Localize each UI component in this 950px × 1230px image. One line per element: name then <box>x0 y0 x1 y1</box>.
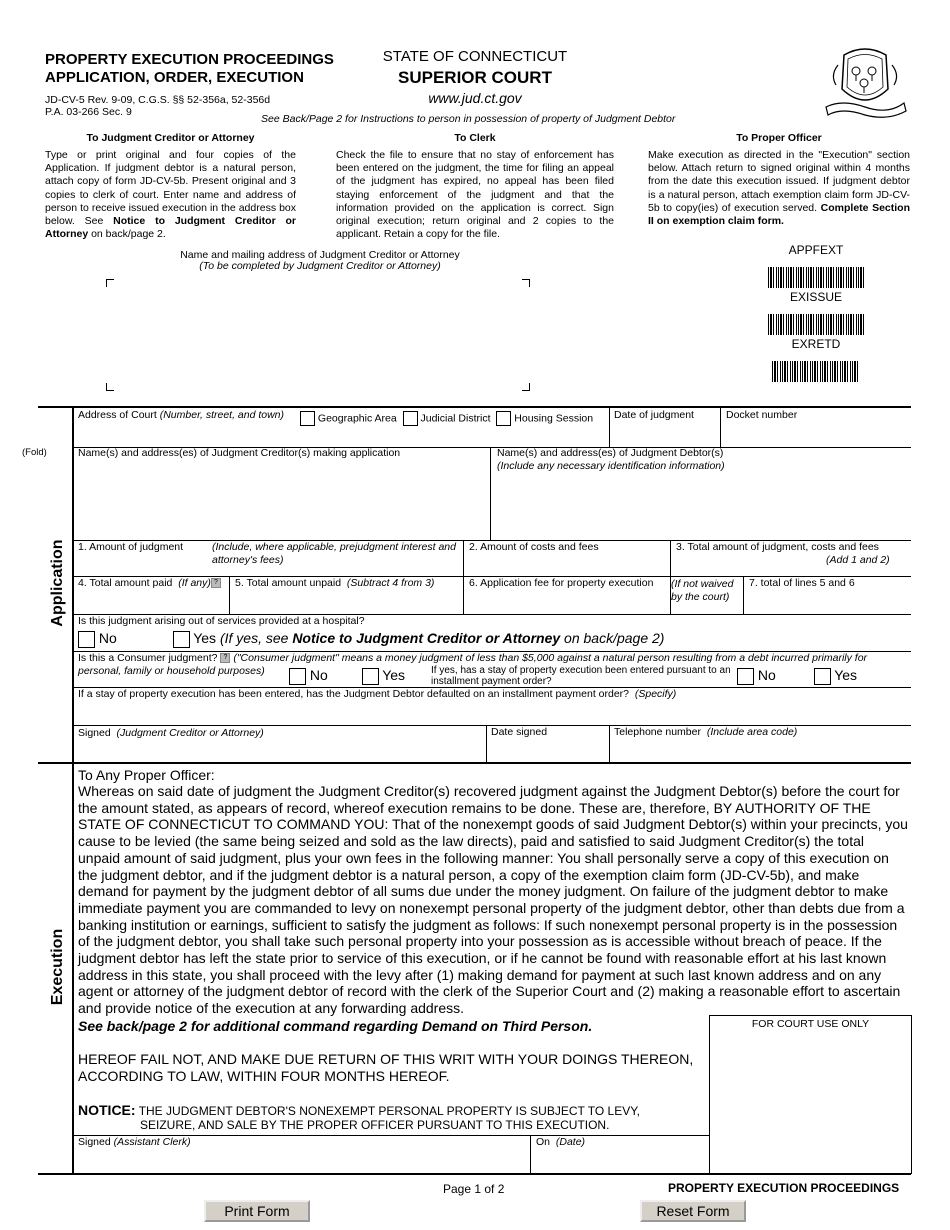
geographic-area-checkbox[interactable] <box>300 411 315 426</box>
creditor-address-input[interactable] <box>106 279 530 391</box>
total-amount-label: 3. Total amount of judgment, costs and fees <box>676 541 879 553</box>
barcode-label-appfext: APPFEXT <box>788 243 844 257</box>
court-address-label: Address of Court (Number, street, and town) <box>78 409 285 421</box>
debtors-hint: (Include any necessary identification information) <box>497 460 725 472</box>
see-back-note: See Back/Page 2 for Instructions to person in possession of property of Judgment Debtor <box>261 113 676 125</box>
date-of-judgment-label: Date of judgment <box>614 409 694 421</box>
stay-options <box>737 667 857 685</box>
help-icon[interactable]: ? <box>220 653 230 663</box>
clerk-instructions-title: To Clerk <box>454 132 496 144</box>
creditor-instructions-title: To Judgment Creditor or Attorney <box>86 132 255 144</box>
stay-no-label: No <box>757 667 776 683</box>
amount-judgment-label: 1. Amount of judgment <box>78 541 184 553</box>
creditor-instructions-text: Type or print original and four copies of the Application. If judgment debtor is a natural person, attach copy of form JD-CV-5b. Present original and 3 copies to clerk of court. Enter name and address of person to receive issued execution in the address box below. See Notice to Judgment Creditor or Attorney on back/page 2. <box>45 149 296 241</box>
barcode-image <box>768 267 864 288</box>
amount-unpaid-label: 5. Total amount unpaid (Subtract 4 from 3) <box>235 577 435 589</box>
housing-session-checkbox[interactable] <box>496 411 511 426</box>
fold-mark: (Fold) <box>22 447 47 458</box>
state-seal-logo <box>822 45 908 121</box>
judicial-district-checkbox[interactable] <box>403 411 418 426</box>
state-name: STATE OF CONNECTICUT <box>382 48 568 65</box>
court-type-options <box>300 411 593 426</box>
creditor-signature-label: Signed (Judgment Creditor or Attorney) <box>78 727 264 739</box>
footer-title: PROPERTY EXECUTION PROCEEDINGS <box>668 1181 900 1195</box>
consumer-no-label: No <box>309 667 328 683</box>
page-number: Page 1 of 2 <box>443 1182 505 1196</box>
date-signed-label: Date signed <box>491 726 548 738</box>
consumer-yes-label: Yes <box>382 667 406 683</box>
telephone-label: Telephone number (Include area code) <box>614 726 798 738</box>
hospital-options: No Yes (If yes, see Notice to Judgment Creditor or Attorney on back/page 2) <box>78 630 664 648</box>
consumer-yes-checkbox[interactable] <box>362 668 379 685</box>
stay-no-checkbox[interactable] <box>737 668 754 685</box>
total-amount-hint: (Add 1 and 2) <box>826 554 890 566</box>
consumer-question: Is this a Consumer judgment? ? ("Consumer judgment" means a money judgment of less than $5,000 against a natural person resulting from a debt incurred primarily for personal, family or household purposes) <box>78 652 868 677</box>
total-lines-label: 7. total of lines 5 and 6 <box>749 577 855 589</box>
court-use-label: FOR COURT USE ONLY <box>751 1018 870 1030</box>
form-title-line2: APPLICATION, ORDER, EXECUTION <box>45 69 304 86</box>
officer-instructions-text: Make execution as directed in the "Execution" section below. Attach return to signed original within 4 months from the date this execution issued. If judgment debtor is a natural person, attach exemption claim form JD-CV-5b to copy(ies) of execution served. Complete Section II on exemption claim form. <box>648 149 911 228</box>
barcode-image <box>772 361 860 382</box>
barcode-image <box>768 314 864 335</box>
default-question: If a stay of property execution has been entered, has the Judgment Debtor defaulted on an installment payment order? (Specify) <box>78 688 677 700</box>
docket-number-label: Docket number <box>726 409 798 421</box>
stay-yes-label: Yes <box>834 667 858 683</box>
address-box-sublabel: (To be completed by Judgment Creditor or Attorney) <box>199 260 441 272</box>
reset-form-button[interactable]: Reset Form <box>640 1200 746 1222</box>
hospital-no-checkbox[interactable] <box>78 631 95 648</box>
hospital-yes-checkbox[interactable] <box>173 631 190 648</box>
execution-section-label: Execution <box>49 928 66 1006</box>
hospital-yes-label: Yes <box>193 630 217 646</box>
print-form-button[interactable]: Print Form <box>204 1200 310 1222</box>
amount-paid-label: 4. Total amount paid (If any) ? <box>78 577 221 589</box>
judicial-district-label: Judicial District <box>420 412 491 425</box>
address-box-label: Name and mailing address of Judgment Creditor or Attorney <box>180 249 460 261</box>
execution-notice-line2: SEIZURE, AND SALE BY THE PROPER OFFICER PURSUANT TO THIS EXECUTION. <box>140 1118 610 1132</box>
execution-hereof: HEREOF FAIL NOT, AND MAKE DUE RETURN OF THIS WRIT WITH YOUR DOINGS THEREON, ACCORDING TO LAW, WITHIN FOUR MONTHS HEREOF. <box>78 1051 694 1084</box>
hospital-no-label: No <box>98 630 117 646</box>
consumer-no-checkbox[interactable] <box>289 668 306 685</box>
barcode-label-exissue: EXISSUE <box>789 290 843 304</box>
amount-judgment-hint: (Include, where applicable, prejudgment interest and attorney's fees) <box>212 541 456 566</box>
debtors-label: Name(s) and address(es) of Judgment Debtor(s) <box>497 447 724 459</box>
form-code: JD-CV-5 Rev. 9-09, C.G.S. §§ 52-356a, 52-356d <box>45 94 271 106</box>
stay-yes-checkbox[interactable] <box>814 668 831 685</box>
hospital-question: Is this judgment arising out of services provided at a hospital? <box>78 615 365 627</box>
creditors-label: Name(s) and address(es) of Judgment Creditor(s) making application <box>78 447 401 459</box>
clerk-signature-label: Signed (Assistant Clerk) <box>78 1136 191 1148</box>
geographic-area-label: Geographic Area <box>317 412 397 425</box>
clerk-instructions-text: Check the file to ensure that no stay of enforcement has been entered on the judgment, the time for filing an appeal of the judgment has expired, no appeal has been filed staying enforcement of the judgment and that the information provided on the application is correct. Sign original execution; return original and 2 copies to the applicant. Retain a copy for the file. <box>336 149 614 241</box>
barcode-label-exretd: EXRETD <box>791 337 841 351</box>
form-title-line1: PROPERTY EXECUTION PROCEEDINGS <box>45 51 334 68</box>
housing-session-label: Housing Session <box>514 412 594 425</box>
help-icon[interactable]: ? <box>211 578 221 588</box>
execution-see-back: See back/page 2 for additional command regarding Demand on Third Person. <box>78 1018 593 1034</box>
application-fee-label: 6. Application fee for property execution <box>469 577 654 589</box>
application-section-label: Application <box>49 539 66 627</box>
costs-fees-label: 2. Amount of costs and fees <box>469 541 599 553</box>
application-fee-hint: (If not waived by the court) <box>671 578 734 603</box>
execution-addressee: To Any Proper Officer: <box>78 767 215 783</box>
consumer-options <box>289 667 405 685</box>
execution-body: Whereas on said date of judgment the Judgment Creditor(s) recovered judgment against the Judgment Debtor(s) before the court for the amount stated, as appears of record, whereof execution remains to be done. These are, therefore, BY AUTHORITY OF THE STATE OF CONNECTICUT TO COMMAND YOU: That of the nonexempt goods of said Judgment Debtor(s) within your precincts, you cause to be levied (the same being seized and sold as the law directs), paid and satisfied to said Judgment Creditor(s) the total unpaid amount of said judgment, plus your own fees in the following manner: You shall personally serve a copy of this execution on the judgment debtor, and if the judgment debtor is a natural person, a copy of the exemption claim form (JD-CV-5b), and make demand for payment by the judgment debtor of all sums due under the money judgment. On failure of the judgment debtor to make immediate payment you are commanded to levy on nonexempt personal property of the judgment debtor, other than debts due from a banking institution or earnings, sufficient to satisfy the judgment as follows: If such nonexempt personal property is in the possession of the judgment debtor, you shall take such personal property into your possession as is accessible without breach of peace. If the judgment debtor has left the state prior to service of this execution, or if he cannot be found with reasonable effort at his last known address in this state, you shall proceed with the levy after (1) making demand for payment at such last known address and on any agent or attorney of the judgment debtor of record with the clerk of the Superior Court and (2) making a reasonable effort to ascertain and provide notice of the execution at any forwarding address. <box>78 783 908 1017</box>
signed-on-date-label: On (Date) <box>536 1136 586 1148</box>
court-use-box <box>709 1015 912 1174</box>
court-name: SUPERIOR COURT <box>398 68 552 87</box>
officer-instructions-title: To Proper Officer <box>736 132 822 144</box>
court-website: www.jud.ct.gov <box>428 90 522 106</box>
execution-notice: NOTICE: THE JUDGMENT DEBTOR'S NONEXEMPT PERSONAL PROPERTY IS SUBJECT TO LEVY, <box>78 1102 640 1118</box>
public-act: P.A. 03-266 Sec. 9 <box>45 106 132 118</box>
stay-question: If yes, has a stay of property execution been entered pursuant to an installment payment order? <box>431 665 731 687</box>
